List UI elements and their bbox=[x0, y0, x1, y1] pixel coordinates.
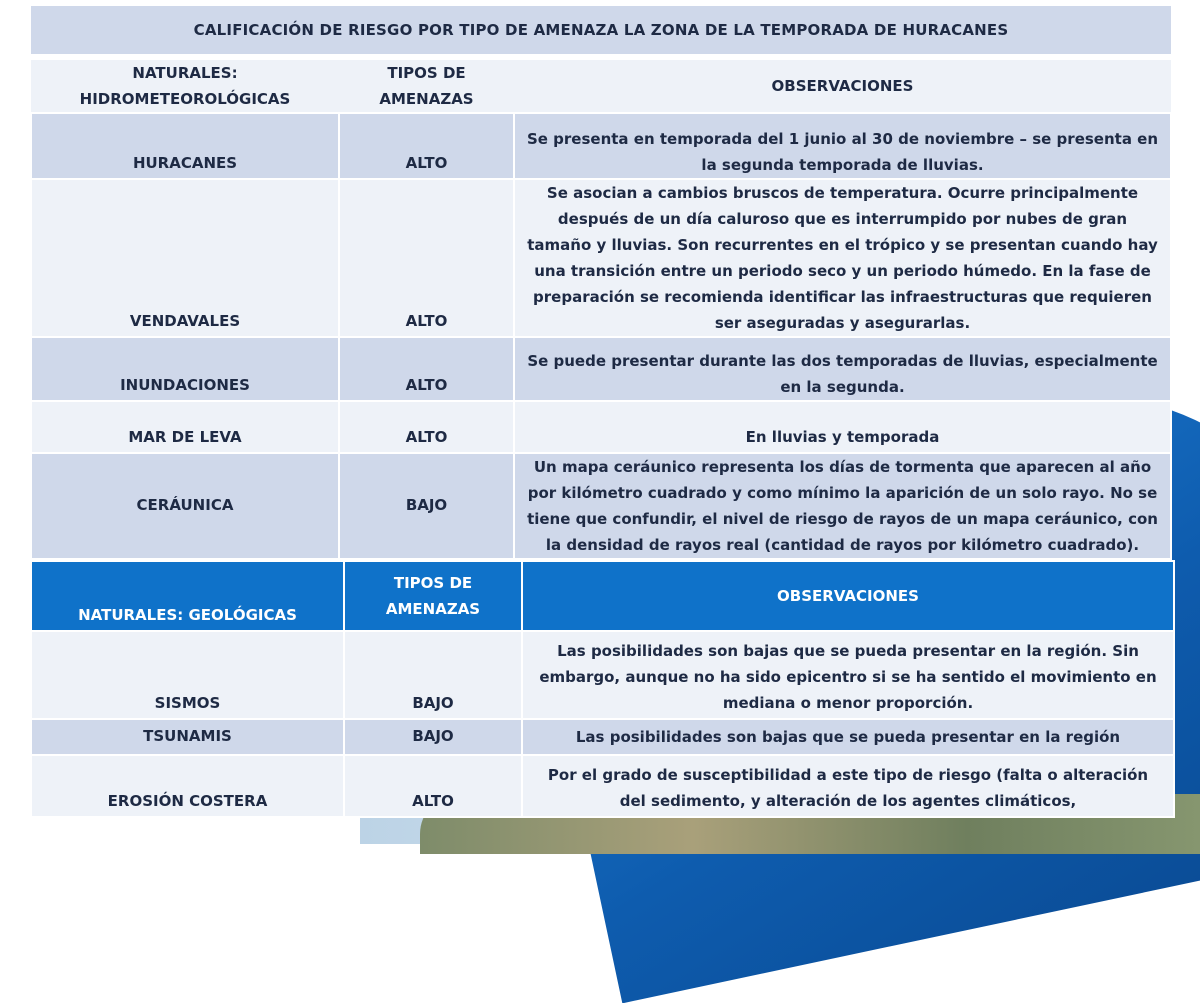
table-row bbox=[31, 453, 1171, 559]
row-observation: Se asocian a cambios bruscos de temperatura. Ocurre principalmente después de un día caluroso que es interrumpido por nubes de gran tamaño y lluvias. Son recurrentes en el trópico y se presentan cuando hay una transición entre un periodo seco y un periodo húmedo. En la fase de preparación se recomienda identificar las infraestructuras que requieren ser aseguradas y asegurarlas. bbox=[514, 179, 1171, 337]
row-category: MAR DE LEVA bbox=[31, 401, 339, 453]
table-title: CALIFICACIÓN DE RIESGO POR TIPO DE AMENAZA LA ZONA DE LA TEMPORADA DE HURACANES bbox=[31, 6, 1171, 57]
row-threat-level: ALTO bbox=[344, 755, 522, 817]
column-header-observations: OBSERVACIONES bbox=[514, 57, 1171, 113]
row-observation: Las posibilidades son bajas que se pueda presentar en la región bbox=[522, 719, 1174, 755]
hydrometeorological-risk-table bbox=[30, 6, 1172, 560]
row-category: TSUNAMIS bbox=[31, 719, 344, 755]
column-header-observations: OBSERVACIONES bbox=[522, 561, 1174, 631]
column-header-threat-level: TIPOS DE AMENAZAS bbox=[339, 57, 514, 113]
column-header-threat-level: TIPOS DE AMENAZAS bbox=[344, 561, 522, 631]
table-row bbox=[31, 337, 1171, 401]
row-observation: Un mapa ceráunico representa los días de tormenta que aparecen al año por kilómetro cuadrado y como mínimo la aparición de un solo rayo. No se tiene que confundir, el nivel de riesgo de rayos de un mapa ceráunico, con la densidad de rayos real (cantidad de rayos por kilómetro cuadrado). bbox=[514, 453, 1171, 559]
row-category: SISMOS bbox=[31, 631, 344, 719]
row-category: EROSIÓN COSTERA bbox=[31, 755, 344, 817]
row-threat-level: ALTO bbox=[339, 337, 514, 401]
table-row bbox=[31, 401, 1171, 453]
column-header-category: NATURALES: GEOLÓGICAS bbox=[31, 561, 344, 631]
row-threat-level: BAJO bbox=[344, 719, 522, 755]
row-observation: Las posibilidades son bajas que se pueda presentar en la región. Sin embargo, aunque no ha sido epicentro si se ha sentido el movimiento en mediana o menor proporción. bbox=[522, 631, 1174, 719]
row-category: HURACANES bbox=[31, 113, 339, 179]
row-threat-level: BAJO bbox=[339, 453, 514, 559]
row-observation: Por el grado de susceptibilidad a este tipo de riesgo (falta o alteración del sedimento, y alteración de los agentes climáticos, bbox=[522, 755, 1174, 817]
row-category: VENDAVALES bbox=[31, 179, 339, 337]
column-header-category: NATURALES: HIDROMETEOROLÓGICAS bbox=[31, 57, 339, 113]
table-title-row bbox=[31, 6, 1171, 57]
table-row bbox=[31, 631, 1174, 719]
table-header-row bbox=[31, 57, 1171, 113]
row-category: INUNDACIONES bbox=[31, 337, 339, 401]
table-row bbox=[31, 113, 1171, 179]
row-observation: Se puede presentar durante las dos temporadas de lluvias, especialmente en la segunda. bbox=[514, 337, 1171, 401]
row-threat-level: ALTO bbox=[339, 401, 514, 453]
row-observation: Se presenta en temporada del 1 junio al 30 de noviembre – se presenta en la segunda temporada de lluvias. bbox=[514, 113, 1171, 179]
table-row bbox=[31, 755, 1174, 817]
row-threat-level: BAJO bbox=[344, 631, 522, 719]
row-category: CERÁUNICA bbox=[31, 453, 339, 559]
table-header-row bbox=[31, 561, 1174, 631]
table-row bbox=[31, 179, 1171, 337]
row-threat-level: ALTO bbox=[339, 113, 514, 179]
geological-risk-table bbox=[30, 560, 1175, 818]
table-row bbox=[31, 719, 1174, 755]
row-observation: En lluvias y temporada bbox=[514, 401, 1171, 453]
row-threat-level: ALTO bbox=[339, 179, 514, 337]
